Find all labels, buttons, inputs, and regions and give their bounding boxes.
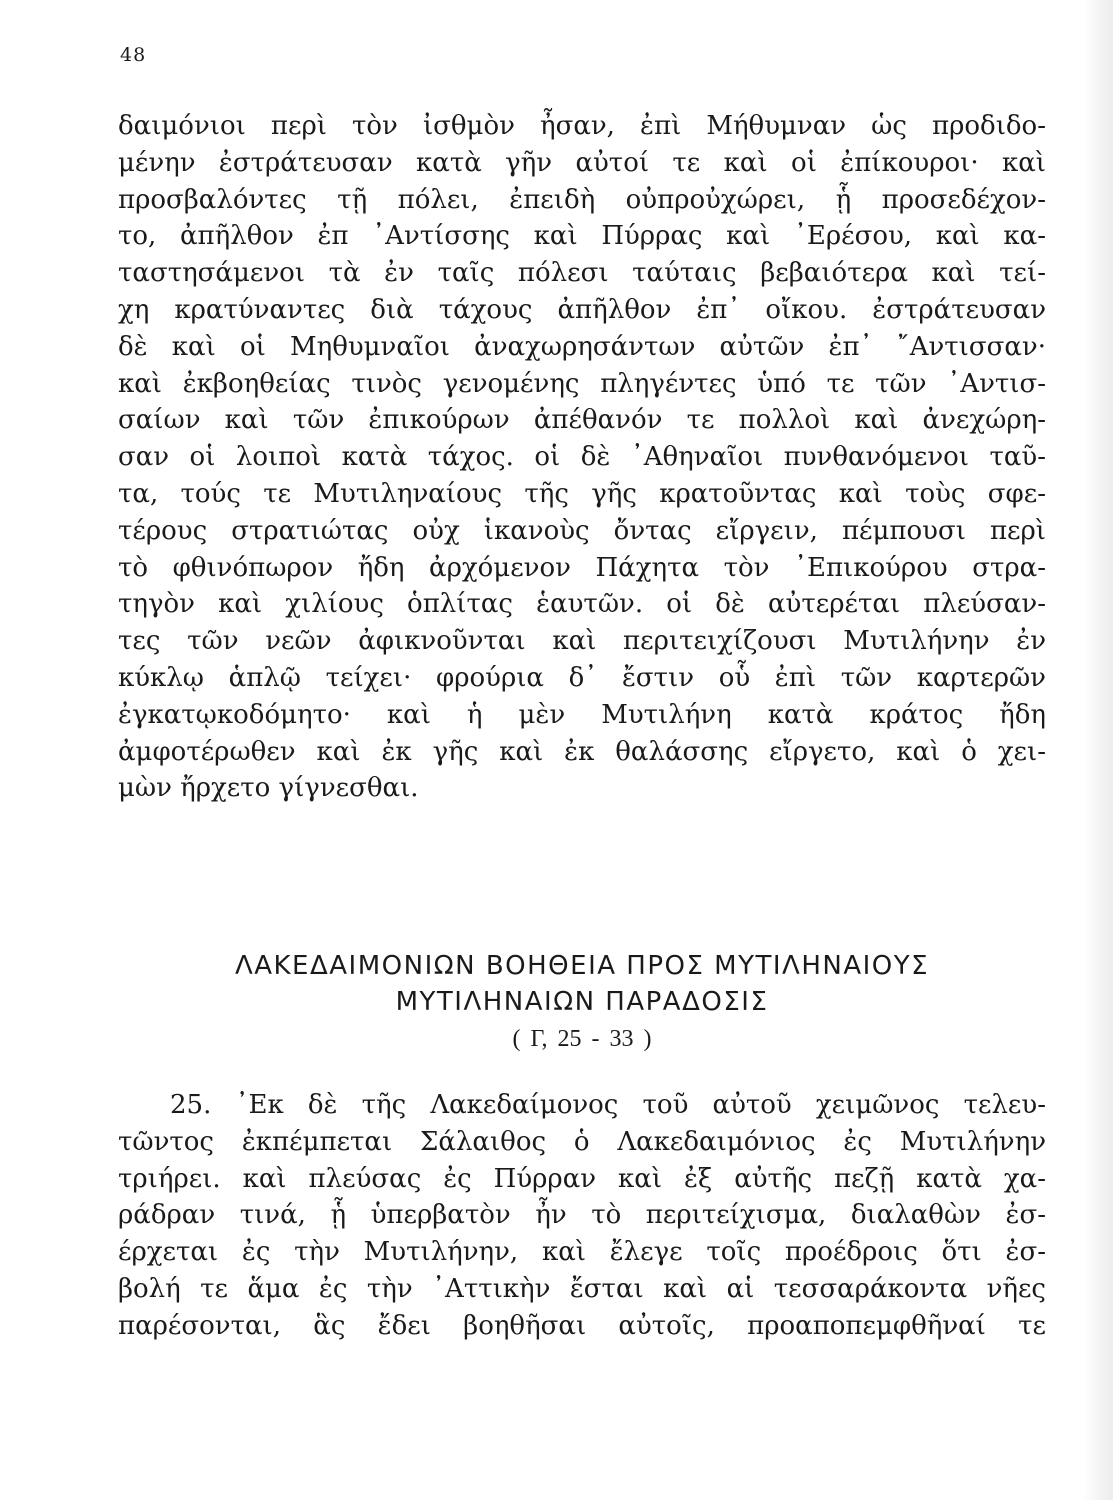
text-line: δὲ καὶ οἱ Μηθυμναῖοι ἀναχωρησάντων αὐτῶν ἐπ᾿ ῎Αντισσαν· bbox=[118, 331, 1046, 362]
text-line: 25. ᾿Εκ δὲ τῆς Λακεδαίμονος τοῦ αὐτοῦ χειμῶνος τελευ- bbox=[170, 1090, 1046, 1120]
text-line: τες τῶν νεῶν ἀφικνοῦνται καὶ περιτειχίζουσι Μυτιλήνην ἐν bbox=[118, 626, 1046, 657]
text-line: τα, τούς τε Μυτιληναίους τῆς γῆς κρατοῦντας καὶ τοὺς σφε- bbox=[118, 478, 1046, 509]
text-line: τριήρει. καὶ πλεύσας ἐς Πύρραν καὶ ἐξ αὐτῆς πεζῇ κατὰ χα- bbox=[118, 1163, 1046, 1194]
text-line: έρχεται ἐς τὴν Μυτιλήνην, καὶ ἔλεγε τοῖς προέδροις ὅτι ἐσ- bbox=[118, 1237, 1046, 1268]
text-line: προσβαλόντες τῇ πόλει, ἐπειδὴ οὐπροὐχώρει, ᾗ προσεδέχον- bbox=[118, 184, 1046, 215]
text-line: τὸ φθινόπωρον ἤδη ἀρχόμενον Πάχητα τὸν ᾿Επικούρου στρα- bbox=[118, 552, 1046, 583]
text-line: δαιμόνιοι περὶ τὸν ἰσθμὸν ἦσαν, ἐπὶ Μήθυμναν ὡς προδιδο- bbox=[118, 111, 1046, 141]
text-line: παρέσονται, ἃς ἔδει βοηθῆσαι αὐτοῖς, προαποπεμφθῆναί τε bbox=[118, 1310, 1046, 1341]
text-line: μὼν ἤρχετο γίγνεσθαι. bbox=[118, 773, 419, 804]
text-line: σαν οἱ λοιποὶ κατὰ τάχος. οἱ δὲ ᾿Αθηναῖοι πυνθανόμενοι ταῦ- bbox=[118, 442, 1046, 473]
text-line: χη κρατύναντες διὰ τάχους ἀπῆλθον ἐπ᾿ οἴκου. ἐστράτευσαν bbox=[118, 294, 1046, 325]
section-heading-line-1: ΛΑΚΕΔΑΙΜΟΝΙΩΝ ΒΟΗΘΕΙΑ ΠΡΟΣ ΜΥΤΙΛΗΝΑΙΟΥΣ bbox=[234, 951, 930, 981]
text-line: ράδραν τινά, ᾗ ὑπερβατὸν ἦν τὸ περιτείχισμα, διαλαθὼν ἐσ- bbox=[118, 1200, 1046, 1231]
text-line: βολή τε ἅμα ἐς τὴν ᾿Αττικὴν ἔσται καὶ αἱ τεσσαράκοντα νῆες bbox=[118, 1273, 1046, 1304]
text-line: ταστησάμενοι τὰ ἐν ταῖς πόλεσι ταύταις βεβαιότερα καὶ τεί- bbox=[118, 258, 1046, 289]
text-line: τέρους στρατιώτας οὐχ ἱκανοὺς ὄντας εἴργειν, πέμπουσι περὶ bbox=[118, 515, 1046, 546]
paragraph-2 bbox=[118, 1087, 1046, 1345]
text-line: μένην ἐστράτευσαν κατὰ γῆν αὐτοί τε καὶ οἱ ἐπίκουροι· καὶ bbox=[118, 147, 1046, 178]
text-line: κύκλῳ ἁπλῷ τείχει· φρούρια δ᾿ ἔστιν οὗ ἐπὶ τῶν καρτερῶν bbox=[118, 662, 1046, 693]
text-line: ἀμφοτέρωθεν καὶ ἐκ γῆς καὶ ἐκ θαλάσσης εἴργετο, καὶ ὁ χει- bbox=[118, 736, 1046, 767]
section-heading-line-2: ΜΥΤΙΛΗΝΑΙΩΝ ΠΑΡΑΔΟΣΙΣ bbox=[395, 987, 769, 1017]
text-line: ἐγκατῳκοδόμητο· καὶ ἡ μὲν Μυτιλήνη κατὰ κράτος ἤδη bbox=[118, 699, 1046, 730]
text-line: τῶντος ἐκπέμπεται Σάλαιθος ὁ Λακεδαιμόνιος ἐς Μυτιλήνην bbox=[118, 1126, 1046, 1157]
text-line: καὶ ἐκβοηθείας τινὸς γενομένης πληγέντες ὑπό τε τῶν ᾿Αντισ- bbox=[118, 368, 1046, 399]
page-edge-shadow bbox=[1083, 0, 1113, 1500]
text-line: σαίων καὶ τῶν ἐπικούρων ἀπέθανόν τε πολλοὶ καὶ ἀνεχώρη- bbox=[118, 405, 1046, 436]
page-number: 48 bbox=[120, 44, 147, 66]
text-line: τηγὸν καὶ χιλίους ὁπλίτας ἑαυτῶν. οἱ δὲ αὐτερέται πλεύσαν- bbox=[118, 589, 1046, 620]
section-reference: ( Γ, 25 - 33 ) bbox=[512, 1026, 652, 1052]
paragraph-1 bbox=[118, 108, 1046, 807]
text-line: το, ἀπῆλθον ἐπ ᾿Αντίσσης καὶ Πύρρας καὶ ᾿Ερέσου, καὶ κα- bbox=[118, 221, 1046, 252]
